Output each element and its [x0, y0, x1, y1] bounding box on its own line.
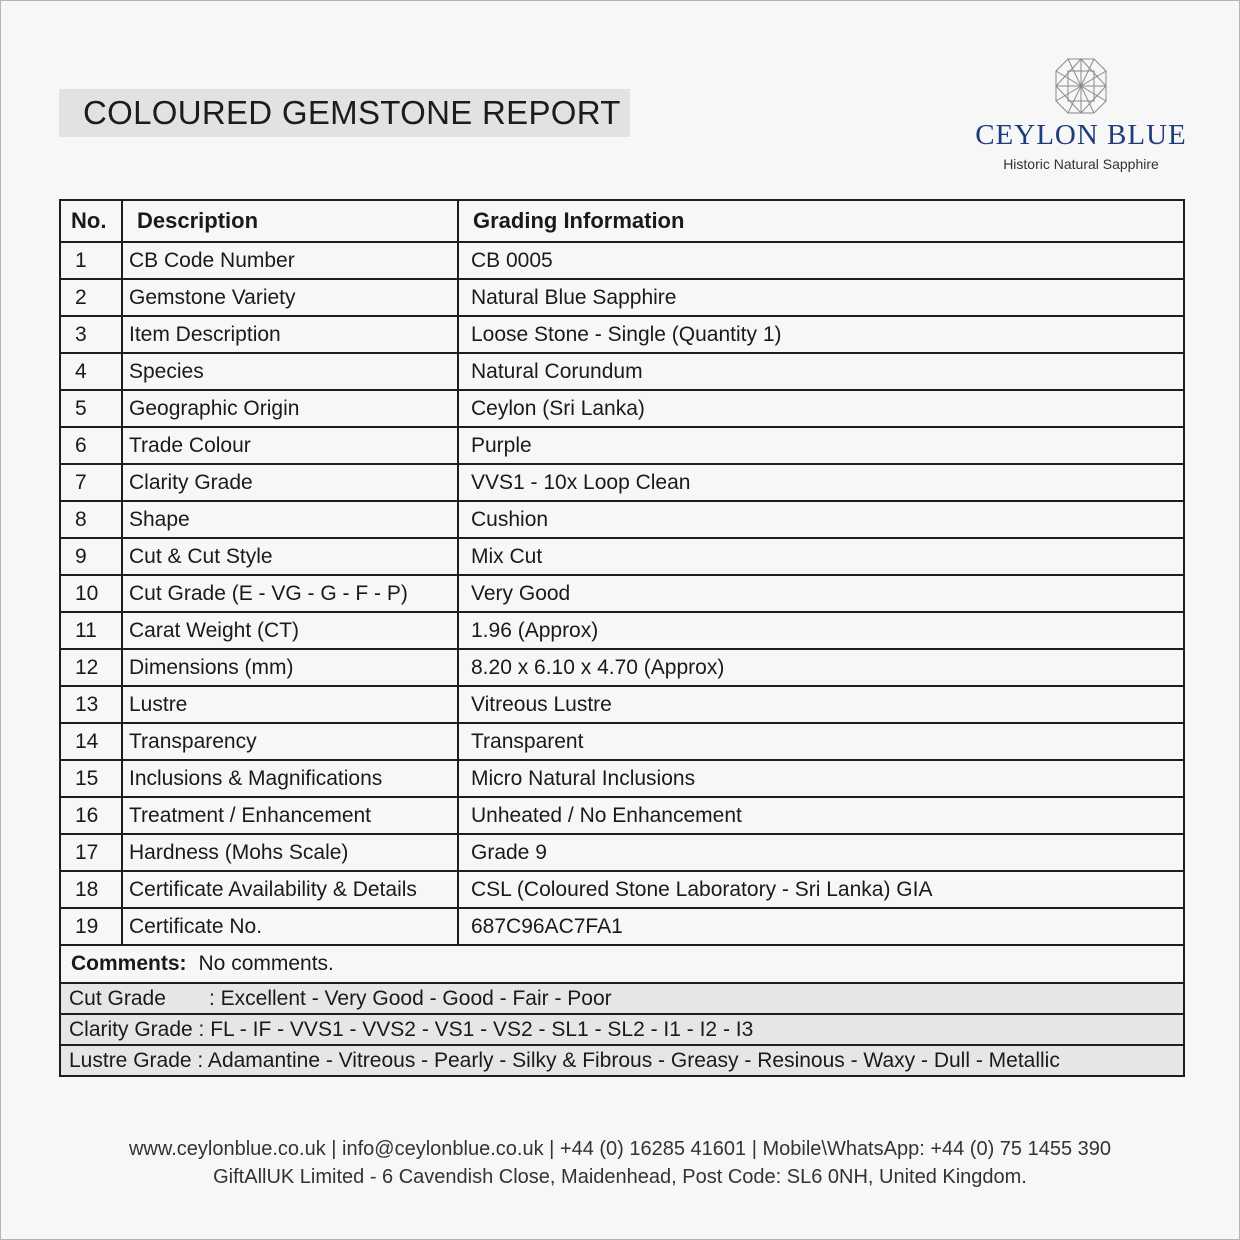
row-number: 6 — [60, 427, 122, 464]
lustre-grade-scale-row — [60, 1045, 1184, 1076]
clarity-grade-scale-label: Clarity Grade — [69, 1017, 193, 1041]
row-grading-info: CSL (Coloured Stone Laboratory - Sri Lanka) GIA — [458, 871, 1184, 908]
row-grading-info: Micro Natural Inclusions — [458, 760, 1184, 797]
clarity-grade-scale-cell — [60, 1014, 1184, 1045]
clarity-grade-scale-row — [60, 1014, 1184, 1045]
row-description: Certificate No. — [122, 908, 458, 945]
table-row — [60, 316, 1184, 353]
row-number: 7 — [60, 464, 122, 501]
row-description: Gemstone Variety — [122, 279, 458, 316]
row-grading-info: Natural Corundum — [458, 353, 1184, 390]
row-description: Trade Colour — [122, 427, 458, 464]
cut-grade-scale-label: Cut Grade — [69, 986, 166, 1010]
row-number: 9 — [60, 538, 122, 575]
gem-icon — [1052, 55, 1110, 117]
table-row — [60, 353, 1184, 390]
comments-cell — [60, 945, 1184, 983]
row-grading-info: Natural Blue Sapphire — [458, 279, 1184, 316]
row-grading-info: Cushion — [458, 501, 1184, 538]
lustre-grade-scale-cell — [60, 1045, 1184, 1076]
table-row — [60, 501, 1184, 538]
row-number: 14 — [60, 723, 122, 760]
row-number: 19 — [60, 908, 122, 945]
row-number: 13 — [60, 686, 122, 723]
footer-contact-line: www.ceylonblue.co.uk | info@ceylonblue.co.uk | +44 (0) 16285 41601 | Mobile\WhatsApp: +44 (0) 75 1455 390 — [128, 1138, 1112, 1160]
row-description: Treatment / Enhancement — [122, 797, 458, 834]
row-description: Species — [122, 353, 458, 390]
row-number: 4 — [60, 353, 122, 390]
row-grading-info: Loose Stone - Single (Quantity 1) — [458, 316, 1184, 353]
table-row — [60, 649, 1184, 686]
row-grading-info: Vitreous Lustre — [458, 686, 1184, 723]
lustre-grade-scale-label: Lustre Grade — [69, 1048, 192, 1072]
row-description: CB Code Number — [122, 242, 458, 279]
row-number: 11 — [60, 612, 122, 649]
table-row — [60, 871, 1184, 908]
row-grading-info: 1.96 (Approx) — [458, 612, 1184, 649]
grading-table — [59, 199, 1185, 1077]
cut-grade-scale-cell — [60, 983, 1184, 1014]
row-number: 5 — [60, 390, 122, 427]
row-description: Cut Grade (E - VG - G - F - P) — [122, 575, 458, 612]
footer — [1, 1135, 1239, 1191]
row-description: Dimensions (mm) — [122, 649, 458, 686]
row-number: 1 — [60, 242, 122, 279]
row-number: 15 — [60, 760, 122, 797]
table-row — [60, 908, 1184, 945]
row-number: 18 — [60, 871, 122, 908]
row-description: Item Description — [122, 316, 458, 353]
row-number: 17 — [60, 834, 122, 871]
cut-grade-scale-row — [60, 983, 1184, 1014]
row-grading-info: VVS1 - 10x Loop Clean — [458, 464, 1184, 501]
row-description: Cut & Cut Style — [122, 538, 458, 575]
row-number: 16 — [60, 797, 122, 834]
lustre-grade-scale-value: : Adamantine - Vitreous - Pearly - Silky & Fibrous - Greasy - Resinous - Waxy - Dull - Metallic — [197, 1048, 1060, 1072]
table-row — [60, 760, 1184, 797]
table-row — [60, 797, 1184, 834]
column-header-no: No. — [60, 200, 122, 242]
cut-grade-scale-value: : Excellent - Very Good - Good - Fair - Poor — [209, 986, 612, 1010]
row-number: 3 — [60, 316, 122, 353]
table-row — [60, 575, 1184, 612]
row-description: Hardness (Mohs Scale) — [122, 834, 458, 871]
row-description: Geographic Origin — [122, 390, 458, 427]
brand-name: CEYLON BLUE — [975, 119, 1187, 151]
row-description: Lustre — [122, 686, 458, 723]
row-grading-info: Very Good — [458, 575, 1184, 612]
row-number: 2 — [60, 279, 122, 316]
row-grading-info: Transparent — [458, 723, 1184, 760]
row-grading-info: Unheated / No Enhancement — [458, 797, 1184, 834]
table-row — [60, 390, 1184, 427]
column-header-description: Description — [122, 200, 458, 242]
table-body — [60, 242, 1184, 945]
table-row — [60, 612, 1184, 649]
brand-tagline: Historic Natural Sapphire — [1003, 156, 1159, 172]
report-title: COLOURED GEMSTONE REPORT — [83, 94, 621, 131]
column-header-grading-information: Grading Information — [458, 200, 1184, 242]
table-row — [60, 686, 1184, 723]
row-grading-info: Purple — [458, 427, 1184, 464]
table-row — [60, 723, 1184, 760]
row-description: Certificate Availability & Details — [122, 871, 458, 908]
row-number: 12 — [60, 649, 122, 686]
row-grading-info: Ceylon (Sri Lanka) — [458, 390, 1184, 427]
row-description: Clarity Grade — [122, 464, 458, 501]
row-description: Inclusions & Magnifications — [122, 760, 458, 797]
comments-value: No comments. — [198, 952, 334, 975]
table-row — [60, 242, 1184, 279]
row-description: Shape — [122, 501, 458, 538]
table-header-row — [60, 200, 1184, 242]
row-grading-info: Mix Cut — [458, 538, 1184, 575]
comments-row — [60, 945, 1184, 983]
brand-logo — [961, 55, 1201, 172]
row-grading-info: Grade 9 — [458, 834, 1184, 871]
row-number: 8 — [60, 501, 122, 538]
row-description: Transparency — [122, 723, 458, 760]
table-row — [60, 834, 1184, 871]
table-row — [60, 464, 1184, 501]
table-row — [60, 427, 1184, 464]
row-grading-info: CB 0005 — [458, 242, 1184, 279]
row-number: 10 — [60, 575, 122, 612]
report-title-box — [59, 89, 630, 137]
comments-label: Comments: — [71, 952, 187, 975]
table-row — [60, 279, 1184, 316]
clarity-grade-scale-value: : FL - IF - VVS1 - VVS2 - VS1 - VS2 - SL1 - SL2 - I1 - I2 - I3 — [198, 1017, 754, 1041]
row-grading-info: 8.20 x 6.10 x 4.70 (Approx) — [458, 649, 1184, 686]
row-description: Carat Weight (CT) — [122, 612, 458, 649]
footer-address-line: GiftAllUK Limited - 6 Cavendish Close, Maidenhead, Post Code: SL6 0NH, United Kingdom. — [213, 1166, 1027, 1188]
row-grading-info: 687C96AC7FA1 — [458, 908, 1184, 945]
table-row — [60, 538, 1184, 575]
